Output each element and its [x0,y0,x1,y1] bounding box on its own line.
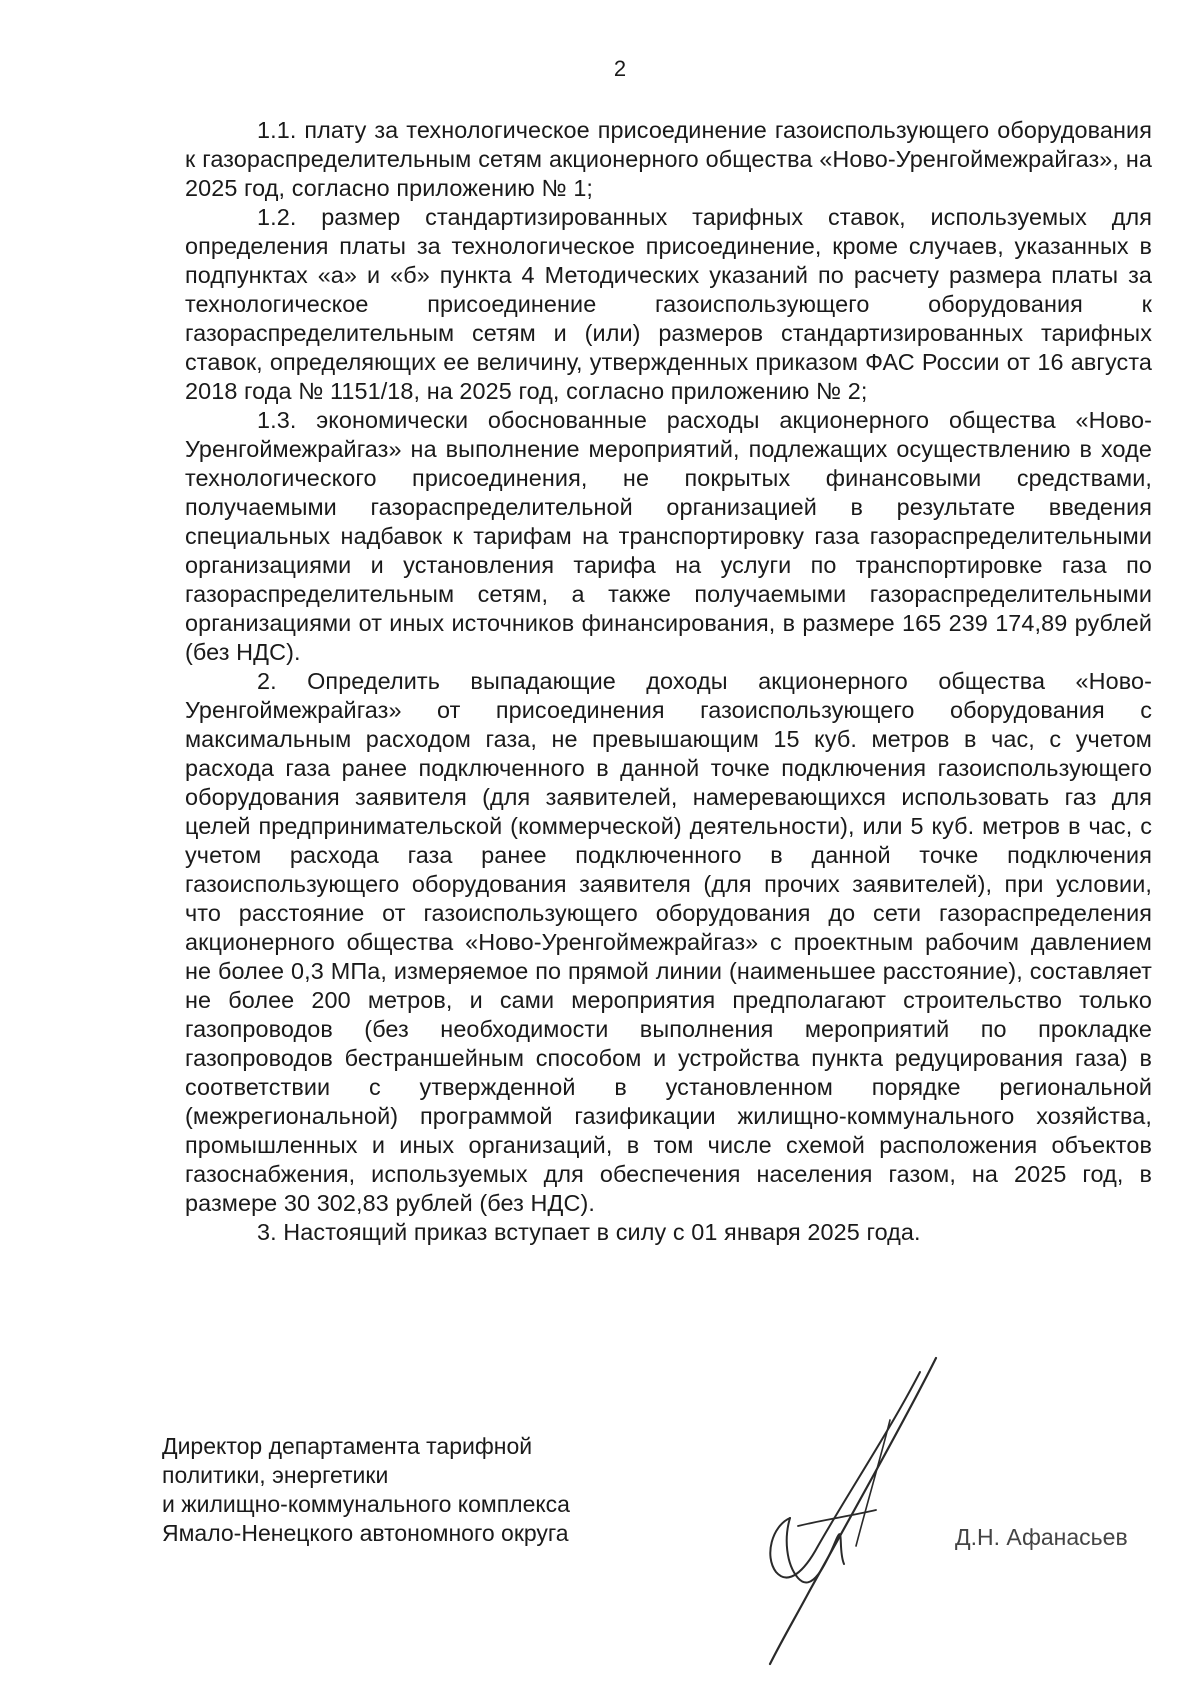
signatory-title-line: Директор департамента тарифной [162,1433,533,1459]
signatory-title-line: и жилищно-коммунального комплекса [162,1491,570,1517]
signatory-title [162,1432,682,1548]
paragraph-1-3: 1.3. экономически обоснованные расходы акционерного общества «Ново-Уренгоймежрайгаз» на выполнение мероприятий, подлежащих осуществлению в ходе технологического присоединения, не покрытых финансовыми средствами, получаемыми газораспределительной организацией в результате введения специальных надбавок к тарифам на транспортировку газа газораспределительными организациями и установления тарифа на услуги по транспортировке газа по газораспределительным сетям, а также получаемыми газораспределительными организациями от иных источников финансирования, в размере 165 239 174,89 рублей (без НДС). [185,407,1152,665]
paragraph-1-2: 1.2. размер стандартизированных тарифных ставок, используемых для определения платы за технологическое присоединение, кроме случаев, указанных в подпунктах «а» и «б» пункта 4 Методических указаний по расчету размера платы за технологическое присоединение газоиспользующего оборудования к газораспределительным сетям и (или) размеров стандартизированных тарифных ставок, определяющих ее величину, утвержденных приказом ФАС России от 16 августа 2018 года № 1151/18, на 2025 год, согласно приложению № 2; [185,204,1152,404]
signer-name: Д.Н. Афанасьев [955,1524,1128,1550]
signatory-title-line: политики, энергетики [162,1462,389,1488]
paragraph-2: 2. Определить выпадающие доходы акционерного общества «Ново-Уренгоймежрайгаз» от присоединения газоиспользующего оборудования с максимальным расходом газа, не превышающим 15 куб. метров в час, с учетом расхода газа ранее подключенного в данной точке подключения газоиспользующего оборудования заявителя (для заявителей, намеревающихся использовать газ для целей предпринимательской (коммерческой) деятельности), или 5 куб. метров в час, с учетом расхода газа ранее подключенного в данной точке подключения газоиспользующего оборудования заявителя (для прочих заявителей), при условии, что расстояние от газоиспользующего оборудования до сети газораспределения акционерного общества «Ново-Уренгоймежрайгаз» с проектным рабочим давлением не более 0,3 МПа, измеряемое по прямой линии (наименьшее расстояние), составляет не более 200 метров, и сами мероприятия предполагают строительство только газопроводов (без необходимости выполнения мероприятий по прокладке газопроводов бестраншейным способом и устройства пункта редуцирования газа) в соответствии с утвержденной в установленном порядке региональной (межрегиональной) программой газификации жилищно-коммунального хозяйства, промышленных и иных организаций, в том числе схемой расположения объектов газоснабжения, используемых для обеспечения населения газом, на 2025 год, в размере 30 302,83 рублей (без НДС). [185,668,1152,1216]
page-number: 2 [613,56,627,81]
order-body [185,116,1152,1247]
paragraph-3: 3. Настоящий приказ вступает в силу с 01 января 2025 года. [257,1219,921,1245]
paragraph-1-1: 1.1. плату за технологическое присоединение газоиспользующего оборудования к газораспределительным сетям акционерного общества «Ново-Уренгоймежрайгаз», на 2025 год, согласно приложению № 1; [185,117,1152,201]
signatory-title-line: Ямало-Ненецкого автономного округа [162,1520,569,1546]
handwritten-signature [740,1350,960,1670]
